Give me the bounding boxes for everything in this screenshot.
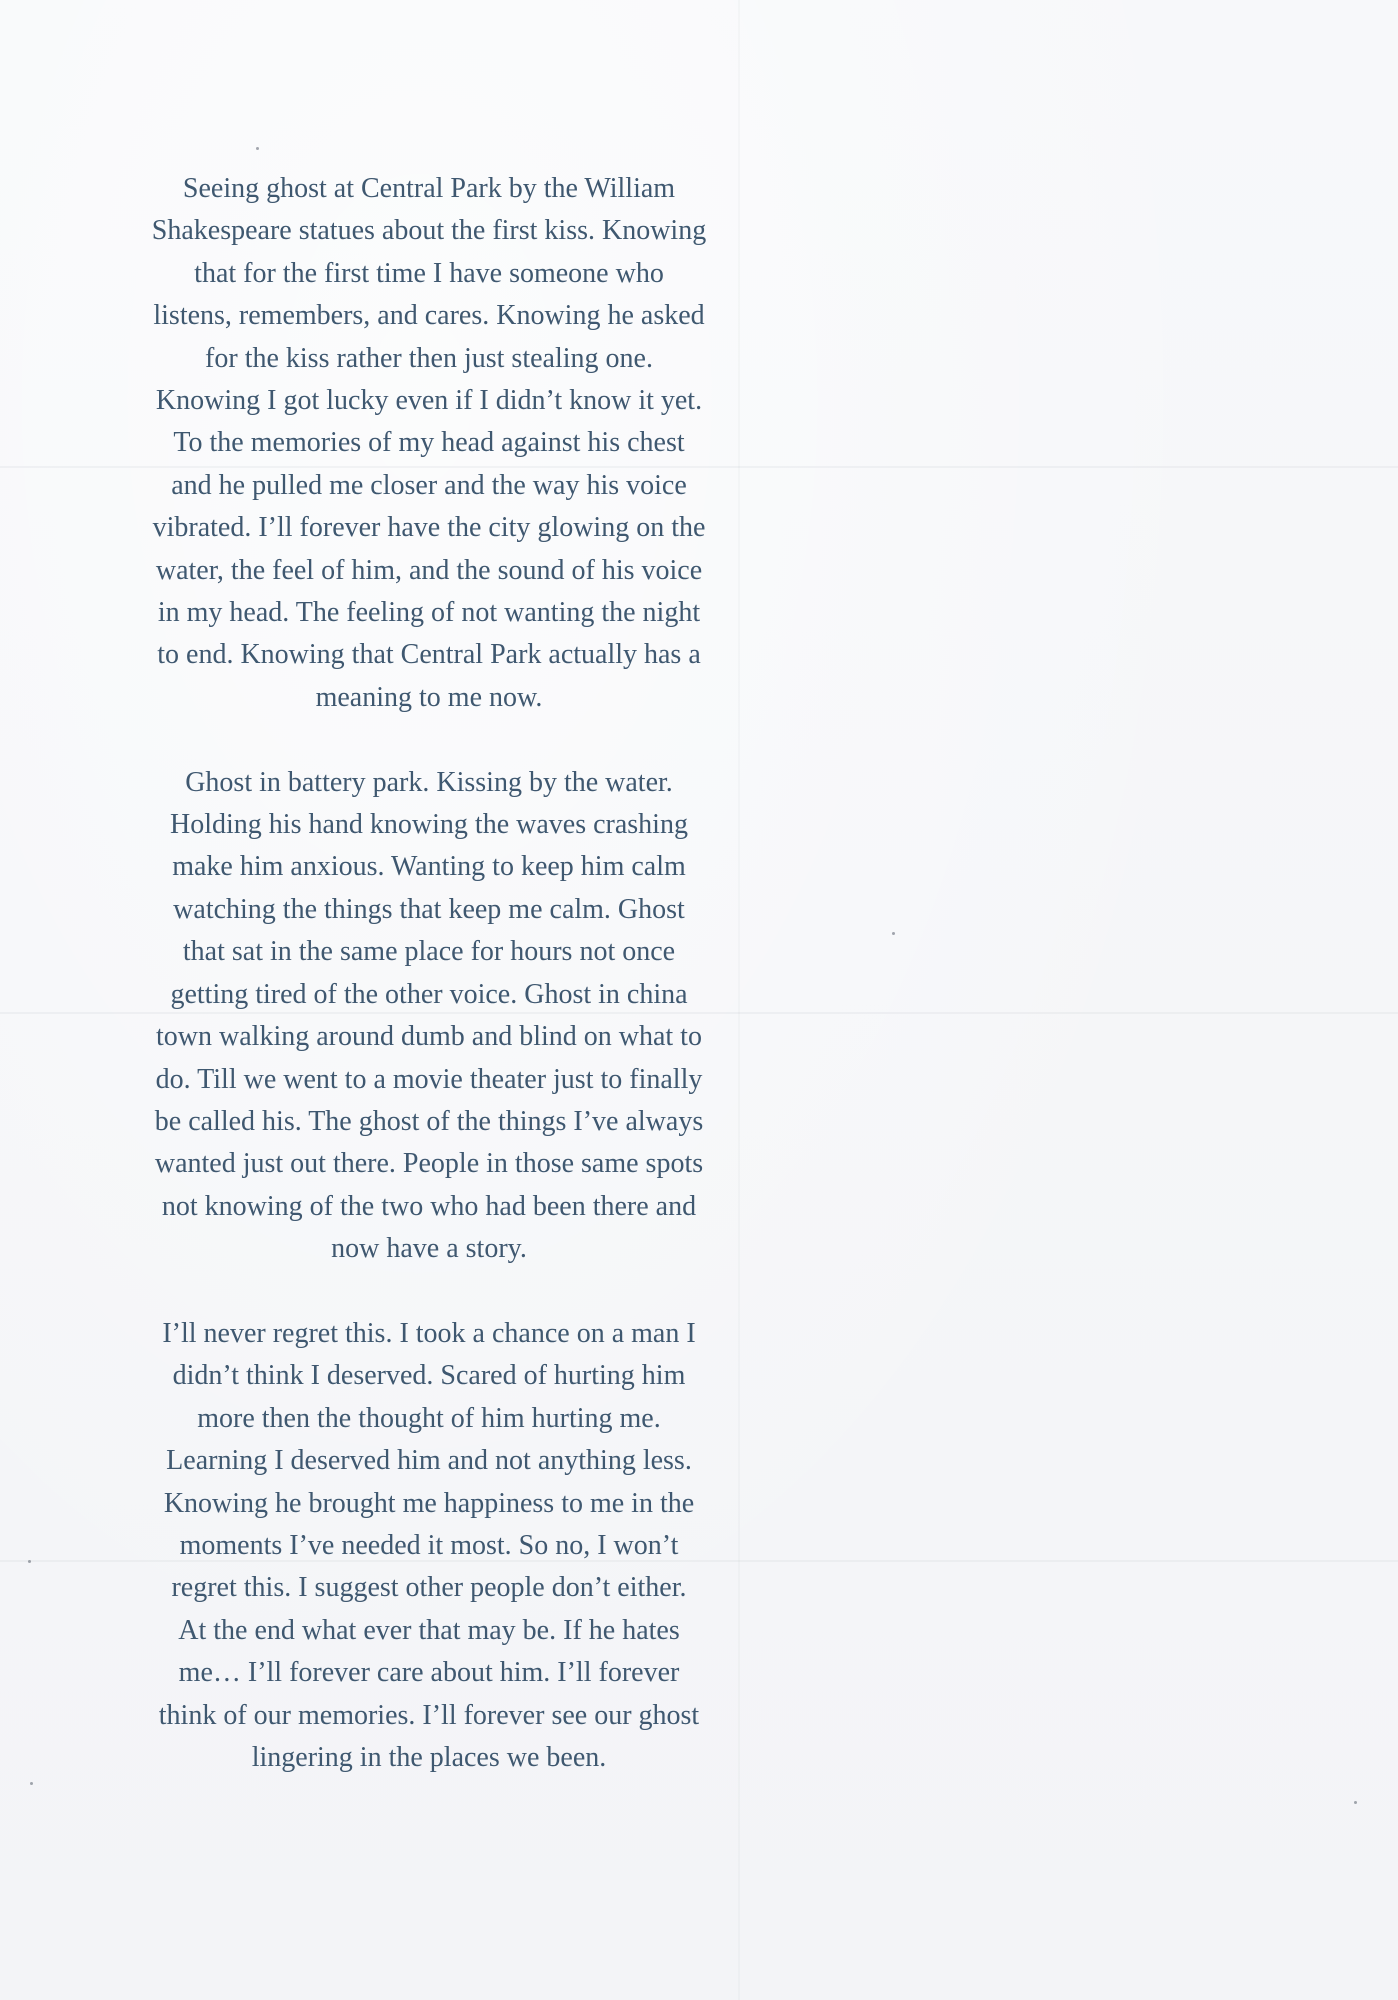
text-line: Knowing he brought me happiness to me in the xyxy=(163,1487,695,1519)
text-line: I’ll never regret this. I took a chance on a man I xyxy=(162,1317,696,1349)
text-line: me… I’ll forever care about him. I’ll forever xyxy=(178,1657,680,1689)
text-line: to end. Knowing that Central Park actually has a xyxy=(157,639,701,671)
text-line: Seeing ghost at Central Park by the William xyxy=(182,173,676,204)
text-line: water, the feel of him, and the sound of his voice xyxy=(155,554,703,586)
paragraph-spacer xyxy=(128,719,730,761)
text-line: wanted just out there. People in those same spots xyxy=(154,1148,704,1180)
text-line: Holding his hand knowing the waves crashing xyxy=(170,809,688,841)
paragraph xyxy=(128,762,730,1271)
text-line: not knowing of the two who had been there and xyxy=(161,1190,697,1222)
text-line: moments I’ve needed it most. So no, I won’t xyxy=(179,1529,679,1561)
text-line: Knowing I got lucky even if I didn’t know it yet. xyxy=(155,385,703,417)
text-line: make him anxious. Wanting to keep him calm xyxy=(172,851,686,883)
text-line: Ghost in battery park. Kissing by the water. xyxy=(185,766,673,798)
text-line: be called his. The ghost of the things I’ve always xyxy=(154,1105,704,1137)
text-line: Learning I deserved him and not anything less. xyxy=(166,1445,692,1477)
text-line: that for the first time I have someone who xyxy=(194,257,664,289)
text-line: getting tired of the other voice. Ghost in china xyxy=(170,978,688,1010)
text-line: At the end what ever that may be. If he hates xyxy=(178,1614,680,1646)
text-line: do. Till we went to a movie theater just to finally xyxy=(155,1063,703,1095)
text-line: for the kiss rather then just stealing one. xyxy=(205,342,653,374)
text-line: lingering in the places we been. xyxy=(251,1742,607,1773)
text-line: and he pulled me closer and the way his voice xyxy=(171,469,687,501)
text-line: meaning to me now. xyxy=(315,681,543,713)
paragraph xyxy=(128,168,730,719)
text-line: that sat in the same place for hours not once xyxy=(182,936,676,968)
paper-speck xyxy=(892,932,895,935)
fold-crease xyxy=(738,0,740,2000)
text-line: listens, remembers, and cares. Knowing he asked xyxy=(153,300,705,332)
paper-speck xyxy=(256,147,259,150)
paragraph-spacer xyxy=(128,1271,730,1313)
text-line: now have a story. xyxy=(331,1233,527,1265)
poem-body xyxy=(128,168,730,1779)
text-line: regret this. I suggest other people don’t either. xyxy=(171,1572,687,1604)
paper-speck xyxy=(28,1560,31,1563)
text-line: vibrated. I’ll forever have the city glowing on the xyxy=(152,512,706,544)
text-line: To the memories of my head against his chest xyxy=(173,427,685,459)
text-line: more then the thought of him hurting me. xyxy=(197,1402,661,1434)
text-line: watching the things that keep me calm. Ghost xyxy=(173,893,685,925)
text-line: Shakespeare statues about the first kiss. Knowing xyxy=(151,215,707,247)
paper-speck xyxy=(30,1782,33,1785)
paper-speck xyxy=(1354,1801,1357,1804)
text-line: in my head. The feeling of not wanting the night xyxy=(157,597,701,629)
text-line: town walking around dumb and blind on what to xyxy=(156,1021,702,1053)
paragraph xyxy=(128,1313,730,1779)
text-line: didn’t think I deserved. Scared of hurting him xyxy=(172,1360,686,1392)
text-line: think of our memories. I’ll forever see our ghost xyxy=(158,1699,700,1731)
